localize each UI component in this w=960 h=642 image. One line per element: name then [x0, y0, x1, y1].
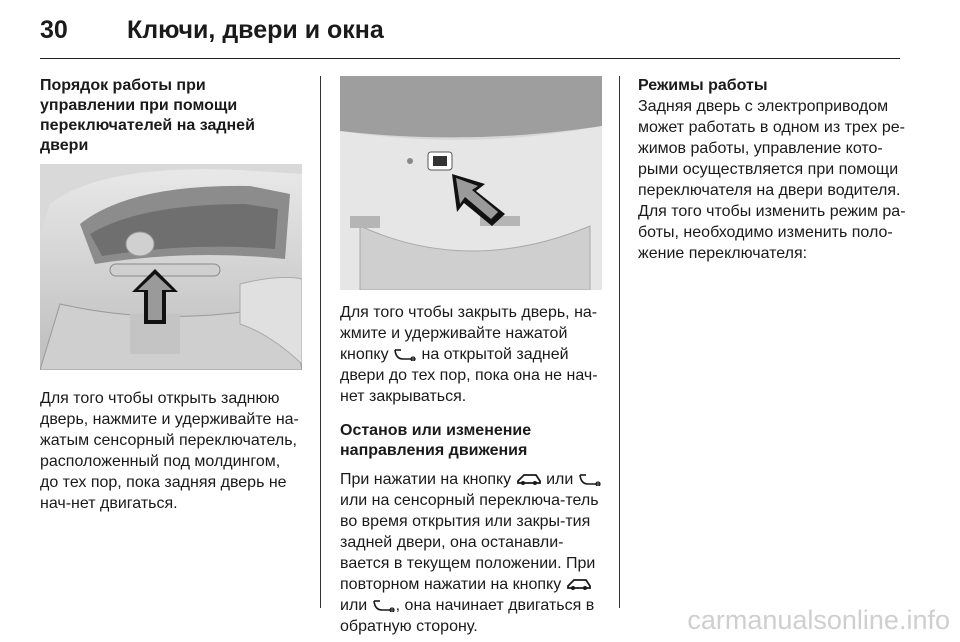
close-instructions: Для того чтобы закрыть дверь, на-жмите и удерживайте нажатой кнопку на открытой задней двери до тех пор, пока она не нач-нет закрываться.: [340, 304, 598, 405]
tailgate-exterior-illustration: [40, 164, 302, 370]
watermark: carmanualsonline.info: [687, 605, 950, 635]
modes-instructions: Задняя дверь с электроприводом может работать в одном из трех ре-жимов работы, управление кото-рыми осуществляется при помощи переключателя на двери водителя. Для того чтобы изменить режим ра-боты, необходимо изменить поло-жение переключателя:: [638, 98, 906, 262]
section-heading-modes: Режимы работы: [638, 77, 768, 94]
section-heading-switches: Порядок работы при управлении при помощи переключателей на задней двери: [40, 77, 255, 154]
stop-instructions: При нажатии на кнопку или или на сенсорный переключа-тель во время открытия или закры-тия задней двери, она останавли-вается в текущем положении. При повторном нажатии на кнопку или , она начинает двигаться в обратную сторону.: [340, 469, 602, 637]
column-3: [638, 76, 906, 264]
tailgate-close-icon: [393, 347, 417, 361]
page-number: 30: [40, 16, 68, 44]
tailgate-close-icon: [578, 472, 602, 486]
page-header: [40, 16, 920, 58]
tailgate-open-icon: [566, 577, 592, 591]
open-instructions: Для того чтобы открыть заднюю дверь, нажмите и удерживайте на-жатым сенсорный переключатель, расположенный под молдингом, до тех пор, пока задняя дверь не нач-нет двигаться.: [40, 390, 299, 512]
column-1: [40, 76, 302, 514]
page-title: Ключи, двери и окна: [127, 16, 384, 44]
tailgate-close-icon: [372, 598, 396, 612]
header-divider: [40, 58, 900, 59]
column-2: [340, 76, 602, 637]
column-divider-1: [320, 76, 321, 608]
tailgate-open-icon: [516, 472, 542, 486]
column-divider-2: [619, 76, 620, 608]
section-heading-stop: Останов или изменение направления движения: [340, 422, 532, 459]
tailgate-interior-illustration: [340, 76, 602, 290]
